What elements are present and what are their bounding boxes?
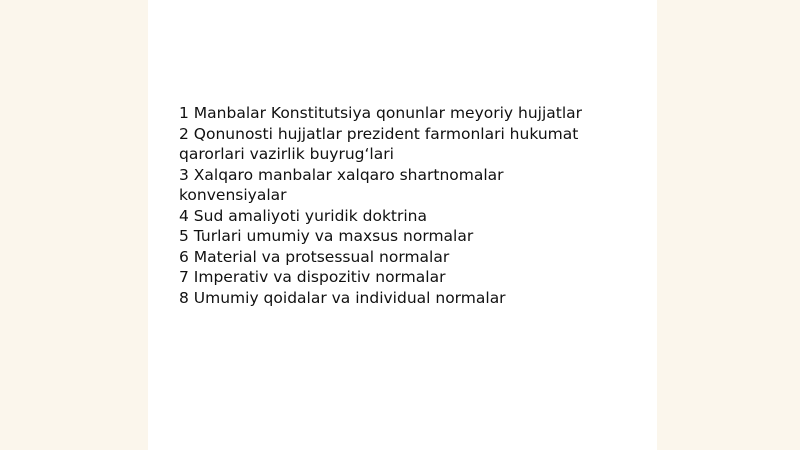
text-block <box>179 103 619 308</box>
text-line-7: 5 Turlari umumiy va maxsus normalar <box>179 227 474 245</box>
text-line-5: konvensiyalar <box>179 186 287 204</box>
text-line-9: 7 Imperativ va dispozitiv normalar <box>179 268 446 286</box>
left-margin <box>0 0 148 450</box>
text-line-6: 4 Sud amaliyoti yuridik doktrina <box>179 206 427 225</box>
document-page <box>148 0 657 450</box>
text-line-3: qarorlari vazirlik buyrug‘lari <box>179 145 394 163</box>
text-line-4: 3 Xalqaro manbalar xalqaro shartnomalar <box>179 165 504 184</box>
text-line-1: 1 Manbalar Konstitutsiya qonunlar meyoriy hujjatlar <box>179 104 583 122</box>
right-margin <box>657 0 800 450</box>
text-line-10: 8 Umumiy qoidalar va individual normalar <box>179 288 506 307</box>
text-line-8: 6 Material va protsessual normalar <box>179 247 450 266</box>
text-line-2: 2 Qonunosti hujjatlar prezident farmonlari hukumat <box>179 124 579 143</box>
